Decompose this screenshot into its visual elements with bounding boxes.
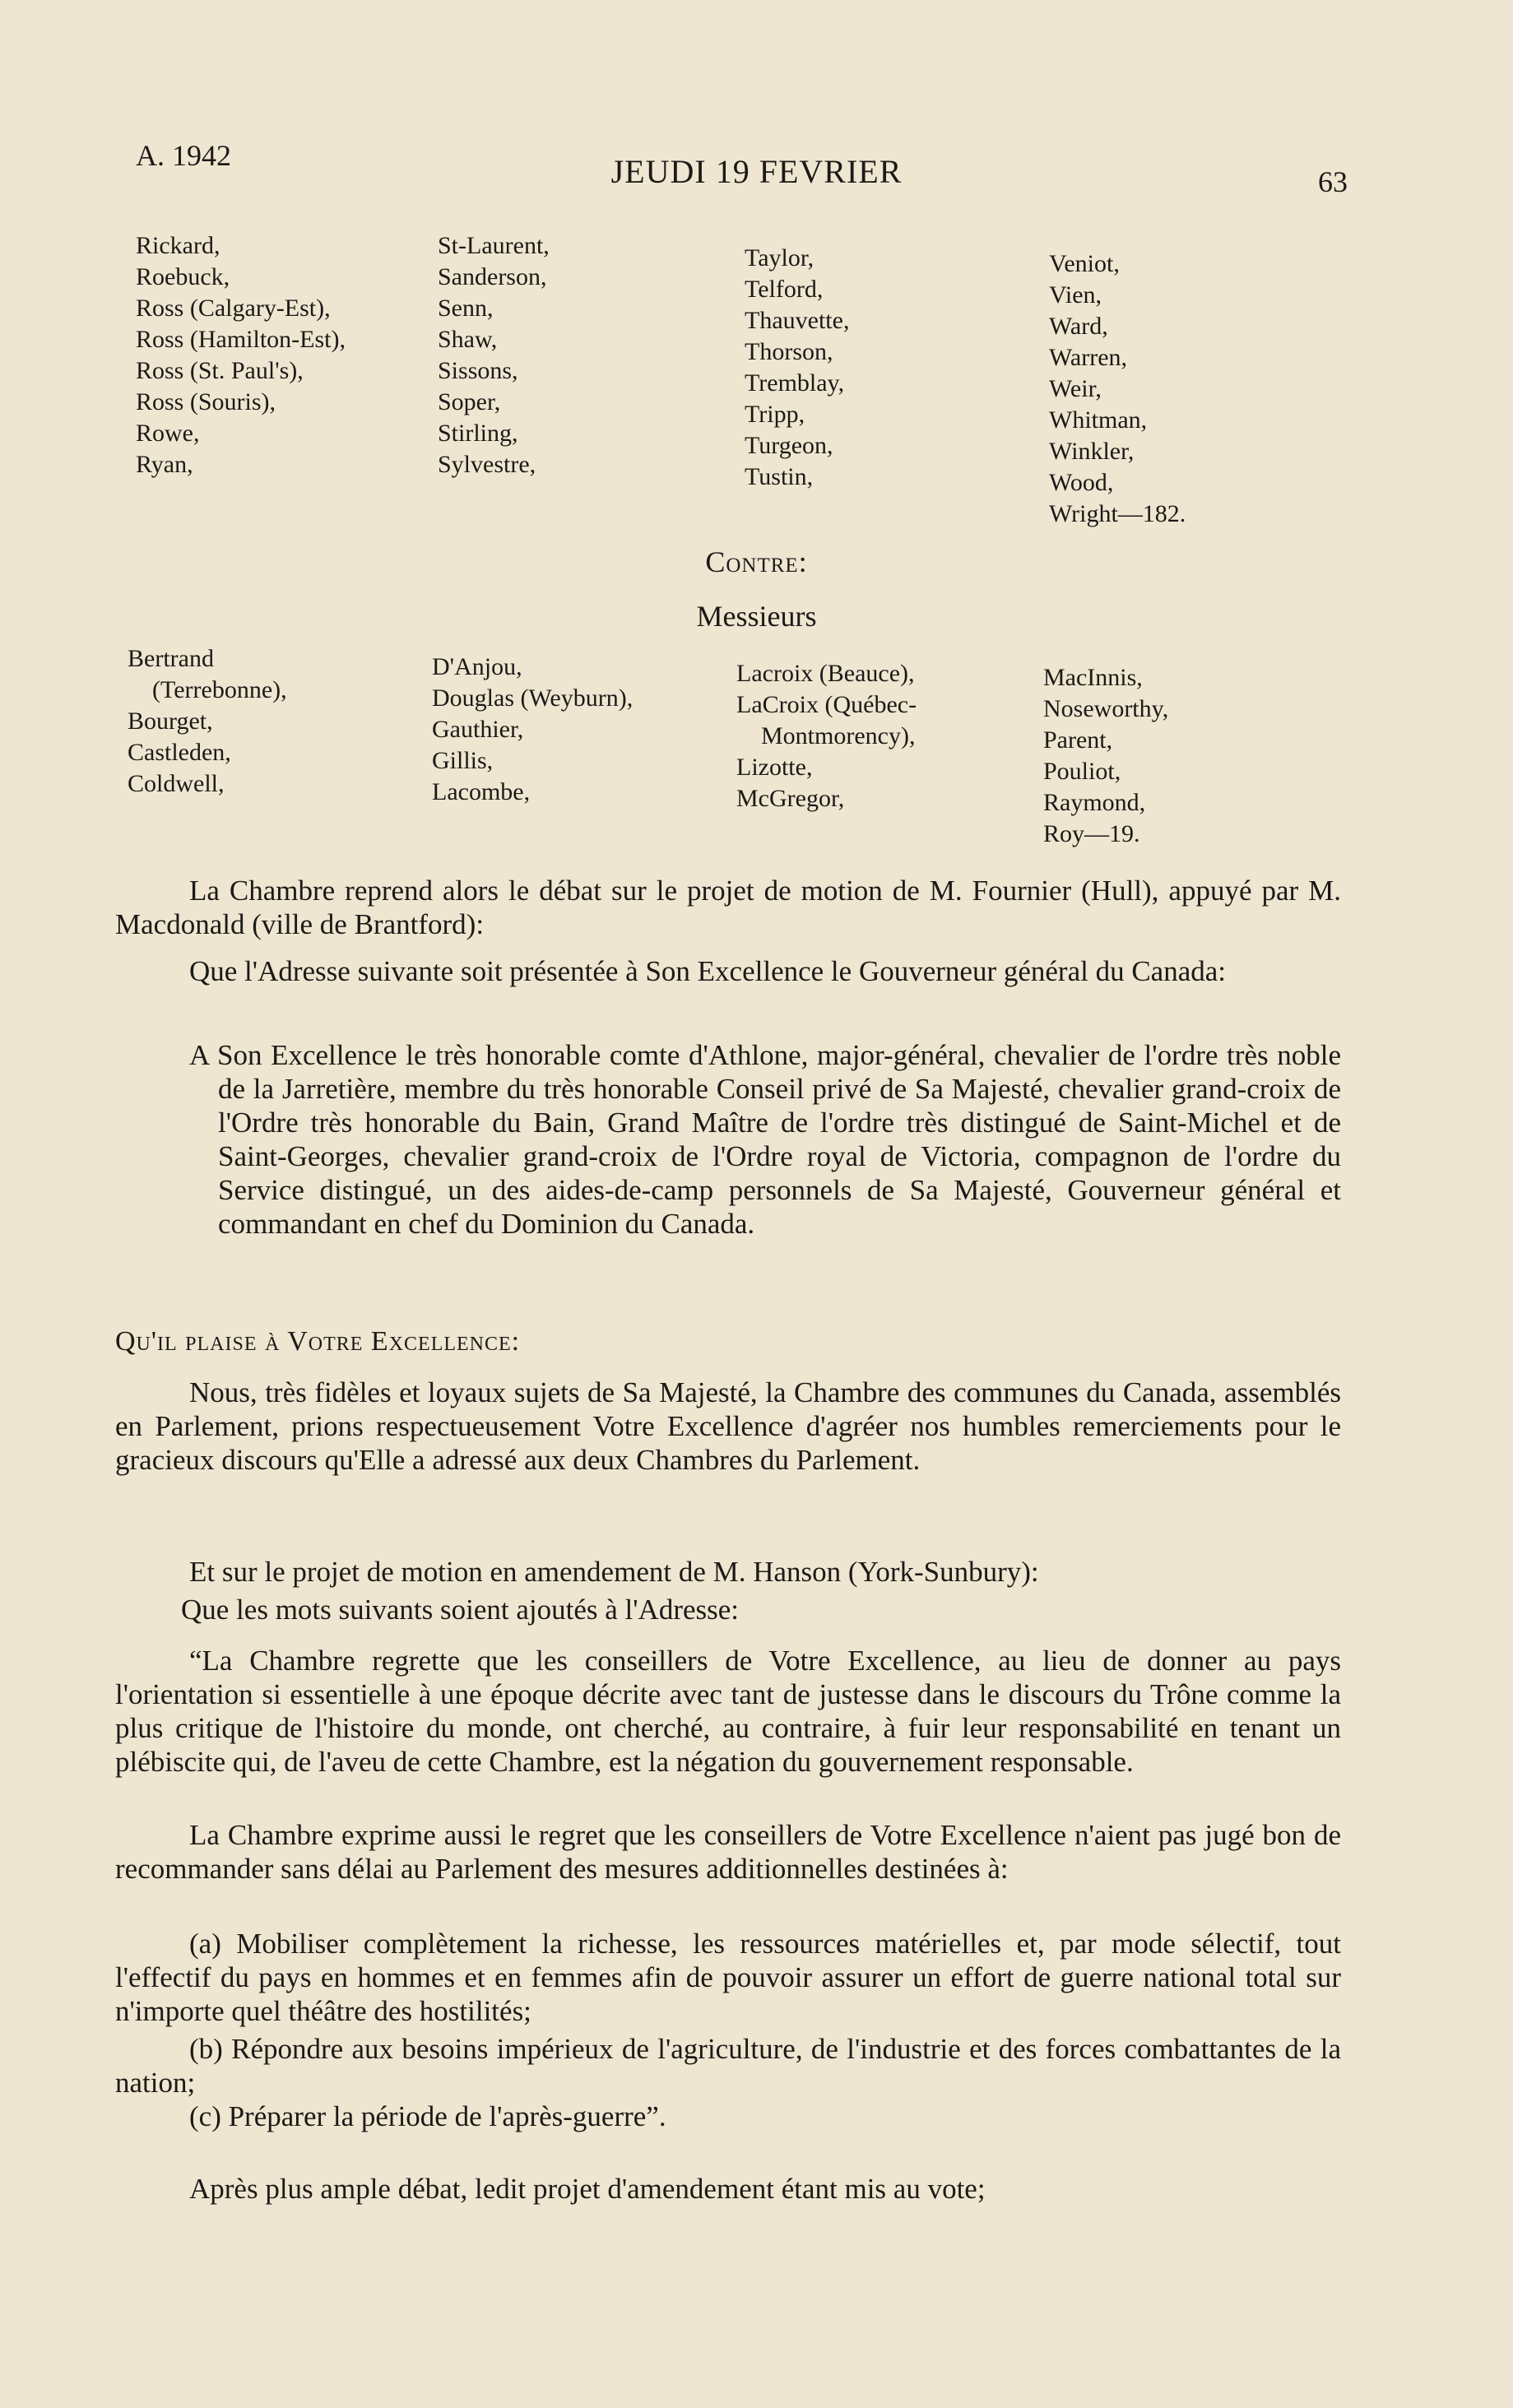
member-name: Soper, (438, 388, 501, 415)
member-name: D'Anjou, (432, 653, 522, 680)
member-name: Lizotte, (736, 754, 813, 781)
member-name: Ross (Calgary-Est), (136, 295, 331, 322)
messieurs-heading: Messieurs (696, 600, 817, 633)
member-name: Senn, (438, 295, 494, 322)
vote-total: Wright—182. (1049, 500, 1186, 527)
member-name: Coldwell, (128, 770, 225, 797)
pour-column-4 (1049, 248, 1186, 530)
member-name: Taylor, (745, 244, 815, 271)
motion-paragraph (115, 954, 1341, 988)
member-name: Montmorency), (761, 722, 916, 749)
member-name: Castleden, (128, 739, 231, 766)
amendment-text (115, 1644, 1341, 1779)
member-name: Winkler, (1049, 438, 1135, 465)
member-name: McGregor, (736, 785, 845, 812)
paragraph-text: La Chambre reprend alors le débat sur le projet de motion de M. Fournier (Hull), appuyé par M. Macdonald (ville de Brantford): (115, 875, 1341, 940)
member-name: Ryan, (136, 451, 193, 478)
member-name: Parent, (1043, 726, 1113, 754)
contre-column-1 (128, 643, 287, 800)
paragraph-text: La Chambre exprime aussi le regret que les conseillers de Votre Excellence n'aient pas jugé bon de recommander sans délai au Parlement des mesures additionnelles destinées à: (115, 1819, 1341, 1885)
amendment-regret (115, 1818, 1341, 1886)
member-name: Whitman, (1049, 406, 1148, 434)
member-name: Veniot, (1049, 250, 1120, 277)
pour-column-3 (745, 243, 849, 493)
paragraph-text: (b) Répondre aux besoins impérieux de l'agriculture, de l'industrie et des forces combattantes de la nation; (115, 2033, 1341, 2099)
member-name: Tustin, (745, 463, 814, 490)
paragraph-text: (a) Mobiliser complètement la richesse, les ressources matérielles et, par mode sélectif, tout l'effectif du pays en hommes et en femmes afin de pouvoir assurer un effort de guerre national total sur n'importe quel théâtre des hostilités; (115, 1928, 1341, 2027)
contre-column-3 (736, 658, 917, 814)
member-name: Ross (St. Paul's), (136, 357, 304, 384)
amendment-item-a (115, 1927, 1341, 2028)
member-name: Tremblay, (745, 369, 845, 397)
member-name: Sissons, (438, 357, 518, 384)
member-name: Gillis, (432, 747, 494, 774)
address-block (189, 1038, 1341, 1241)
paragraph-text: “La Chambre regrette que les conseillers de Votre Excellence, au lieu de donner au pays l'orientation si essentielle à une époque décrite avec tant de justesse dans le discours du Trône comme la plus critique de l'histoire du monde, ont cherché, au contraire, à fuir leur responsabilité en tenant un plébiscite qui, de l'aveu de cette Chambre, est la négation du gouvernement responsable. (115, 1645, 1341, 1778)
member-name: Douglas (Weyburn), (432, 684, 634, 712)
paragraph-text: Que l'Adresse suivante soit présentée à Son Excellence le Gouverneur général du Canada: (189, 955, 1226, 987)
member-name: Lacombe, (432, 778, 531, 805)
page-header-date: JEUDI 19 FEVRIER (610, 153, 903, 190)
member-name: (Terrebonne), (152, 676, 287, 703)
member-name: Warren, (1049, 344, 1128, 371)
vote-total: Roy—19. (1043, 820, 1140, 847)
member-name: Ross (Souris), (136, 388, 276, 415)
page-header-year: A. 1942 (136, 139, 231, 172)
member-name: Tripp, (745, 401, 805, 428)
member-name: Bertrand (128, 645, 214, 672)
member-name: Rickard, (136, 232, 220, 259)
member-name: Raymond, (1043, 789, 1146, 816)
amendment-intro (115, 1555, 1341, 1589)
member-name: Stirling, (438, 420, 518, 447)
member-name: Shaw, (438, 326, 498, 353)
member-name: Ward, (1049, 313, 1108, 340)
contre-heading: Contre: (705, 545, 808, 578)
member-name: Telford, (745, 276, 824, 303)
vote-paragraph (115, 2172, 1341, 2206)
member-name: Vien, (1049, 281, 1102, 309)
member-name: Turgeon, (745, 432, 833, 459)
member-name: Sanderson, (438, 263, 547, 290)
paragraph-text: Après plus ample débat, ledit projet d'amendement étant mis au vote; (189, 2173, 986, 2205)
address-text: A Son Excellence le très honorable comte d'Athlone, major-général, chevalier de l'ordre très noble de la Jarretière, membre du très honorable Conseil privé de Sa Majesté, chevalier grand-croix de l'Ordre très honorable du Bain, Grand Maître de l'ordre très distingué de Saint-Michel et de Saint-Georges, chevalier grand-croix de l'Ordre royal de Victoria, compagnon de l'ordre du Service distingué, un des aides-de-camp personnels de Sa Majesté, Gouverneur général et commandant en chef du Dominion du Canada. (189, 1039, 1341, 1240)
contre-column-2 (432, 652, 633, 808)
member-name: Weir, (1049, 375, 1102, 402)
paragraph-text: Et sur le projet de motion en amendement de M. Hanson (York-Sunbury): (189, 1556, 1039, 1588)
member-name: Ross (Hamilton-Est), (136, 326, 346, 353)
page-number: 63 (1318, 165, 1348, 198)
member-name: LaCroix (Québec- (736, 691, 917, 718)
member-name: MacInnis, (1043, 664, 1143, 691)
address-body (115, 1376, 1341, 1477)
amendment-lead (115, 1593, 1341, 1626)
member-name: Bourget, (128, 708, 213, 735)
paragraph-text: (c) Préparer la période de l'après-guerre”. (189, 2100, 666, 2132)
member-name: Noseworthy, (1043, 695, 1169, 722)
amendment-item-c (115, 2099, 1341, 2133)
salutation-heading: Qu'il plaise à Votre Excellence: (115, 1326, 521, 1357)
member-name: St-Laurent, (438, 232, 550, 259)
member-name: Gauthier, (432, 716, 524, 743)
member-name: Pouliot, (1043, 758, 1121, 785)
paragraph-text: Que les mots suivants soient ajoutés à l'Adresse: (181, 1594, 740, 1626)
member-name: Thorson, (745, 338, 833, 365)
member-name: Rowe, (136, 420, 200, 447)
member-name: Thauvette, (745, 307, 850, 334)
member-name: Lacroix (Beauce), (736, 660, 915, 687)
pour-column-1 (136, 230, 346, 480)
debate-paragraph (115, 874, 1341, 941)
amendment-item-b (115, 2032, 1341, 2099)
member-name: Sylvestre, (438, 451, 536, 478)
paragraph-text: Nous, très fidèles et loyaux sujets de Sa Majesté, la Chambre des communes du Canada, assemblés en Parlement, prions respectueusement Votre Excellence d'agréer nos humbles remerciements pour le gracieux discours qu'Elle a adressé aux deux Chambres du Parlement. (115, 1376, 1341, 1476)
pour-column-2 (438, 230, 550, 480)
member-name: Roebuck, (136, 263, 230, 290)
contre-column-4 (1043, 662, 1168, 850)
member-name: Wood, (1049, 469, 1114, 496)
